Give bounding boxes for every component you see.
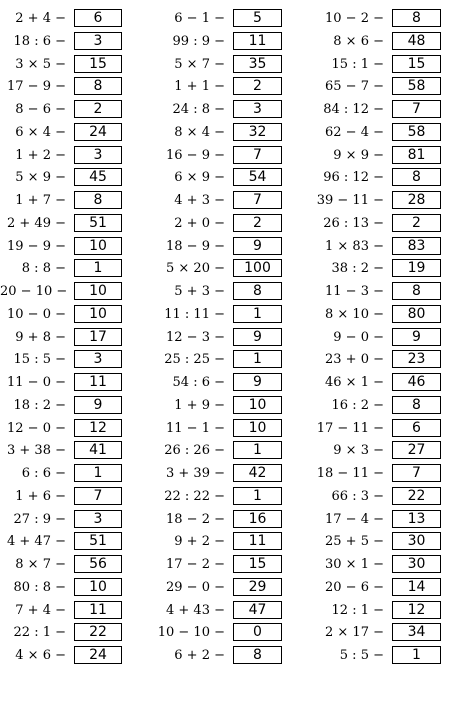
answer-box[interactable]: 15: [233, 555, 282, 573]
exercise-expression: 3 + 39 −: [166, 466, 225, 481]
exercise-expression: 5 × 7 −: [174, 56, 225, 72]
exercise-expression: 66 : 3 −: [331, 488, 384, 504]
exercise-expression: 24 : 8 −: [172, 102, 225, 117]
answer-box[interactable]: 12: [74, 419, 122, 437]
answer-box[interactable]: 11: [74, 373, 122, 391]
answer-box[interactable]: 8: [392, 9, 441, 27]
exercise-expression: 9 + 8 −: [15, 329, 66, 345]
answer-box[interactable]: 7: [392, 100, 441, 118]
answer-box[interactable]: 8: [392, 168, 441, 186]
exercise-expression: 1 + 2 −: [15, 147, 66, 163]
exercise-expression: 11 − 0 −: [7, 375, 66, 390]
exercise-expression: 25 : 25 −: [164, 352, 225, 368]
answer-box[interactable]: 8: [74, 191, 122, 209]
exercise-expression: 26 : 26 −: [164, 443, 225, 459]
exercise-expression: 5 + 3 −: [174, 284, 225, 299]
answer-box[interactable]: 15: [74, 55, 122, 73]
exercise-expression: 12 : 1 −: [331, 602, 384, 618]
exercise-expression: 18 : 6 −: [13, 33, 66, 49]
answer-box[interactable]: 1: [74, 259, 122, 277]
answer-box[interactable]: 46: [392, 373, 441, 391]
answer-box[interactable]: 10: [74, 237, 122, 255]
exercise-expression: 62 − 4 −: [325, 124, 384, 140]
answer-box[interactable]: 11: [233, 532, 282, 550]
answer-box[interactable]: 10: [233, 419, 282, 437]
exercise-expression: 19 − 9 −: [7, 238, 66, 254]
answer-box[interactable]: 24: [74, 646, 122, 664]
exercise-expression: 8 × 4 −: [174, 124, 225, 140]
exercise-expression: 29 − 0 −: [166, 579, 225, 595]
exercise-expression: 9 + 2 −: [174, 534, 225, 550]
exercise-expression: 12 − 3 −: [166, 329, 225, 345]
exercise-expression: 1 + 7 −: [15, 193, 66, 208]
answer-box[interactable]: 10: [233, 396, 282, 414]
exercise-expression: 11 − 1 −: [166, 420, 225, 436]
exercise-expression: 7 + 4 −: [15, 602, 66, 618]
exercise-expression: 6 × 4 −: [15, 124, 66, 140]
answer-box[interactable]: 9: [392, 328, 441, 346]
answer-box[interactable]: 1: [233, 350, 282, 368]
answer-box[interactable]: 5: [233, 9, 282, 27]
answer-box[interactable]: 9: [74, 396, 122, 414]
exercise-expression: 9 × 9 −: [333, 147, 384, 163]
exercise-expression: 65 − 7 −: [325, 79, 384, 95]
exercise-expression: 12 − 0 −: [7, 420, 66, 436]
exercise-expression: 4 + 43 −: [166, 602, 225, 618]
answer-box[interactable]: 9: [233, 237, 282, 255]
answer-box[interactable]: 58: [392, 77, 441, 95]
answer-box[interactable]: 3: [233, 100, 282, 118]
exercise-expression: 1 + 1 −: [174, 79, 225, 95]
answer-box[interactable]: 22: [392, 487, 441, 505]
exercise-expression: 17 − 4 −: [325, 511, 384, 527]
exercise-expression: 2 + 4 −: [15, 11, 66, 26]
exercise-expression: 8 × 10 −: [325, 306, 384, 322]
answer-box[interactable]: 47: [233, 601, 282, 619]
exercise-expression: 8 × 7 −: [15, 557, 66, 572]
exercise-expression: 15 : 1 −: [331, 56, 384, 72]
exercise-expression: 38 : 2 −: [331, 261, 384, 277]
answer-box[interactable]: 8: [233, 282, 282, 300]
exercise-expression: 2 + 0 −: [174, 215, 225, 231]
answer-box[interactable]: 7: [74, 487, 122, 505]
exercise-expression: 18 − 9 −: [166, 238, 225, 254]
answer-box[interactable]: 80: [392, 305, 441, 323]
answer-box[interactable]: 3: [74, 32, 122, 50]
exercise-expression: 8 − 6 −: [15, 102, 66, 117]
exercise-expression: 84 : 12 −: [323, 102, 384, 117]
answer-box[interactable]: 30: [392, 555, 441, 573]
answer-box[interactable]: 6: [74, 9, 122, 27]
answer-box[interactable]: 58: [392, 123, 441, 141]
exercise-expression: 4 × 6 −: [15, 648, 66, 663]
exercise-expression: 17 − 11 −: [316, 420, 384, 436]
exercise-expression: 99 : 9 −: [172, 33, 225, 49]
answer-box[interactable]: 7: [233, 191, 282, 209]
answer-box[interactable]: 11: [233, 32, 282, 50]
exercise-expression: 6 + 2 −: [174, 648, 225, 663]
exercise-expression: 39 − 11 −: [316, 193, 384, 208]
exercise-expression: 18 − 11 −: [316, 466, 384, 481]
answer-box[interactable]: 8: [74, 77, 122, 95]
answer-box[interactable]: 1: [392, 646, 441, 664]
answer-box[interactable]: 15: [392, 55, 441, 73]
answer-box[interactable]: 34: [392, 623, 441, 641]
answer-box[interactable]: 30: [392, 532, 441, 550]
exercise-expression: 15 : 5 −: [13, 352, 66, 368]
exercise-expression: 4 + 47 −: [7, 534, 66, 550]
answer-box[interactable]: 27: [392, 441, 441, 459]
answer-box[interactable]: 51: [74, 214, 122, 232]
answer-box[interactable]: 41: [74, 441, 122, 459]
exercise-expression: 27 : 9 −: [13, 511, 66, 527]
answer-box[interactable]: 35: [233, 55, 282, 73]
answer-box[interactable]: 7: [392, 464, 441, 482]
answer-box[interactable]: 16: [233, 510, 282, 528]
exercise-expression: 17 − 9 −: [7, 79, 66, 95]
exercise-expression: 11 : 11 −: [164, 306, 225, 322]
exercise-expression: 54 : 6 −: [172, 375, 225, 390]
answer-box[interactable]: 22: [74, 623, 122, 641]
answer-box[interactable]: 10: [74, 282, 122, 300]
exercise-expression: 1 × 83 −: [325, 238, 384, 254]
answer-box[interactable]: 56: [74, 555, 122, 573]
exercise-expression: 8 : 8 −: [21, 261, 66, 277]
answer-box[interactable]: 42: [233, 464, 282, 482]
exercise-expression: 26 : 13 −: [323, 215, 384, 231]
answer-box[interactable]: 3: [74, 350, 122, 368]
exercise-expression: 1 + 6 −: [15, 488, 66, 504]
exercise-expression: 6 × 9 −: [174, 170, 225, 186]
exercise-expression: 23 + 0 −: [325, 352, 384, 368]
answer-box[interactable]: 48: [392, 32, 441, 50]
answer-box[interactable]: 1: [233, 305, 282, 323]
answer-box[interactable]: 81: [392, 146, 441, 164]
exercise-expression: 9 × 3 −: [333, 443, 384, 459]
answer-box[interactable]: 23: [392, 350, 441, 368]
exercise-expression: 4 + 3 −: [174, 193, 225, 208]
answer-box[interactable]: 54: [233, 168, 282, 186]
exercise-expression: 16 − 9 −: [166, 147, 225, 163]
exercise-expression: 25 + 5 −: [325, 534, 384, 550]
answer-box[interactable]: 2: [392, 214, 441, 232]
answer-box[interactable]: 1: [74, 464, 122, 482]
answer-box[interactable]: 2: [233, 214, 282, 232]
exercise-expression: 6 : 6 −: [21, 466, 66, 481]
answer-box[interactable]: 6: [392, 419, 441, 437]
answer-box[interactable]: 10: [74, 305, 122, 323]
answer-box[interactable]: 14: [392, 578, 441, 596]
answer-box[interactable]: 8: [392, 396, 441, 414]
answer-box[interactable]: 19: [392, 259, 441, 277]
answer-box[interactable]: 2: [74, 100, 122, 118]
answer-box[interactable]: 100: [233, 259, 282, 277]
answer-box[interactable]: 2: [233, 77, 282, 95]
exercise-expression: 10 − 10 −: [157, 625, 225, 641]
answer-box[interactable]: 12: [392, 601, 441, 619]
exercise-expression: 80 : 8 −: [13, 579, 66, 595]
exercise-expression: 8 × 6 −: [333, 33, 384, 49]
answer-box[interactable]: 28: [392, 191, 441, 209]
exercise-expression: 16 : 2 −: [331, 397, 384, 413]
exercise-expression: 22 : 22 −: [164, 488, 225, 504]
exercise-expression: 20 − 6 −: [325, 579, 384, 595]
answer-box[interactable]: 17: [74, 328, 122, 346]
exercise-expression: 20 − 10 −: [0, 284, 68, 299]
exercise-expression: 18 : 2 −: [13, 397, 66, 413]
exercise-expression: 9 − 0 −: [333, 329, 384, 345]
answer-box[interactable]: 10: [74, 578, 122, 596]
answer-box[interactable]: 45: [74, 168, 122, 186]
answer-box[interactable]: 7: [233, 146, 282, 164]
exercise-expression: 5 × 9 −: [15, 170, 66, 186]
answer-box[interactable]: 29: [233, 578, 282, 596]
answer-box[interactable]: 24: [74, 123, 122, 141]
exercise-expression: 3 × 5 −: [15, 56, 66, 72]
answer-box[interactable]: 8: [392, 282, 441, 300]
answer-box[interactable]: 0: [233, 623, 282, 641]
exercise-expression: 2 + 49 −: [7, 215, 66, 231]
exercise-expression: 3 + 38 −: [7, 443, 66, 459]
answer-box[interactable]: 9: [233, 328, 282, 346]
answer-box[interactable]: 1: [233, 441, 282, 459]
answer-box[interactable]: 1: [233, 487, 282, 505]
exercise-expression: 18 − 2 −: [166, 511, 225, 527]
answer-box[interactable]: 11: [74, 601, 122, 619]
exercise-expression: 2 × 17 −: [325, 625, 384, 641]
answer-box[interactable]: 3: [74, 510, 122, 528]
exercise-expression: 5 × 20 −: [166, 261, 225, 277]
answer-box[interactable]: 9: [233, 373, 282, 391]
exercise-expression: 1 + 9 −: [174, 397, 225, 413]
exercise-expression: 10 − 2 −: [325, 11, 384, 26]
exercise-expression: 96 : 12 −: [323, 170, 384, 186]
answer-box[interactable]: 8: [233, 646, 282, 664]
exercise-expression: 46 × 1 −: [325, 375, 384, 390]
answer-box[interactable]: 83: [392, 237, 441, 255]
answer-box[interactable]: 32: [233, 123, 282, 141]
exercise-expression: 22 : 1 −: [13, 625, 66, 641]
answer-box[interactable]: 13: [392, 510, 441, 528]
answer-box[interactable]: 51: [74, 532, 122, 550]
answer-box[interactable]: 3: [74, 146, 122, 164]
exercise-expression: 11 − 3 −: [325, 284, 384, 299]
exercise-expression: 6 − 1 −: [174, 11, 225, 26]
exercise-expression: 30 × 1 −: [325, 557, 384, 572]
exercise-expression: 10 − 0 −: [7, 306, 66, 322]
exercise-expression: 5 : 5 −: [339, 648, 384, 663]
exercise-expression: 17 − 2 −: [166, 557, 225, 572]
